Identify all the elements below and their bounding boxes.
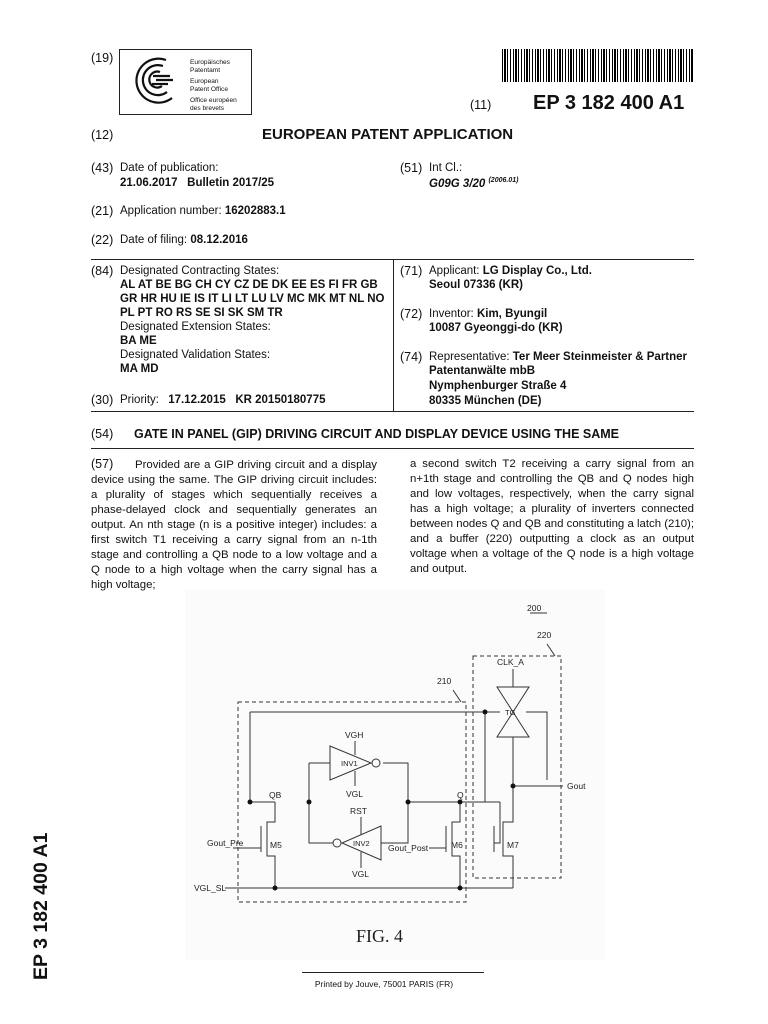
intcl-version: (2006.01) bbox=[488, 177, 519, 184]
appnum-label: Application number: bbox=[120, 205, 222, 217]
priority-value: 17.12.2015 KR 20150180775 bbox=[168, 394, 326, 406]
label-m6: M6 bbox=[451, 840, 463, 850]
office-fr-1: Office européen bbox=[190, 97, 237, 104]
label-gout: Gout bbox=[567, 781, 586, 791]
figure-caption: FIG. 4 bbox=[356, 926, 404, 946]
office-fr-2: des brevets bbox=[190, 105, 225, 112]
rep-line-4: 80335 München (DE) bbox=[429, 395, 542, 407]
abstract-column-2 bbox=[410, 457, 694, 577]
ext-label: Designated Extension States: bbox=[120, 321, 271, 333]
ref-200: 200 bbox=[527, 603, 542, 613]
label-q: Q bbox=[457, 790, 464, 800]
label-gout-post: Gout_Post bbox=[388, 843, 429, 853]
inid-57: (57) bbox=[91, 457, 114, 471]
states-line-2: GR HR HU IE IS IT LI LT LU LV MC MK MT NL NO bbox=[120, 293, 385, 305]
office-de-2: Patentamt bbox=[190, 67, 221, 74]
inid-71: (71) bbox=[400, 264, 423, 278]
priority-label: Priority: bbox=[120, 394, 159, 406]
label-rst: RST bbox=[350, 806, 367, 816]
applicant-city: Seoul 07336 (KR) bbox=[429, 279, 523, 291]
divider-column bbox=[393, 259, 394, 411]
junction-tg bbox=[483, 710, 488, 715]
abstract-column-1 bbox=[91, 457, 377, 593]
abstract-text-2: a second switch T2 receiving a carry signal from an n+1th stage and controlling the QB and Q nodes high and low voltages, respectively, when the carry signal has a high voltage; a plurality of inverters connected between nodes Q and QB and constituting a latch (210); and a buffer (220) outputting a clock as an output voltage when a voltage of the Q node is a high voltage and output. bbox=[410, 458, 694, 575]
junction-q bbox=[458, 800, 463, 805]
inid-43: (43) bbox=[91, 161, 114, 175]
appnum-value: 16202883.1 bbox=[224, 205, 286, 217]
inid-74: (74) bbox=[400, 350, 423, 364]
inid-11: (11) bbox=[470, 98, 492, 112]
junction-gout bbox=[511, 784, 516, 789]
junction-inv-left bbox=[307, 800, 312, 805]
inventor-name: Kim, Byungil bbox=[476, 308, 548, 320]
rep-label: Representative: bbox=[429, 351, 510, 363]
circuit-figure bbox=[185, 590, 605, 960]
inid-19: (19) bbox=[91, 51, 114, 65]
filing-value: 08.12.2016 bbox=[190, 234, 248, 246]
applicant-label: Applicant: bbox=[429, 265, 480, 277]
label-clk-a: CLK_A bbox=[497, 657, 524, 667]
label-vgh: VGH bbox=[345, 730, 364, 740]
label-m5: M5 bbox=[270, 840, 282, 850]
office-en-2: Patent Office bbox=[190, 86, 228, 93]
inid-84: (84) bbox=[91, 264, 114, 278]
valid-value: MA MD bbox=[120, 363, 159, 375]
label-inv1: INV1 bbox=[341, 759, 358, 768]
representative bbox=[429, 351, 687, 363]
inventor-label: Inventor: bbox=[429, 308, 474, 320]
valid-label: Designated Validation States: bbox=[120, 349, 271, 361]
intcl-code: G09G 3/20 bbox=[429, 177, 486, 190]
junction-inv-right bbox=[406, 800, 411, 805]
office-en-1: European bbox=[190, 78, 219, 85]
printer-footer: Printed by Jouve, 75001 PARIS (FR) bbox=[314, 979, 454, 989]
label-m7: M7 bbox=[507, 840, 519, 850]
barcode bbox=[502, 49, 694, 82]
abstract-text-1: Provided are a GIP driving circuit and a display device using the same. The GIP driving circuit includes: a plurality of stages which sequentially receives a phase-delayed clock and sequentially generates an output. An nth stage (n is a positive integer) includes: a first switch T1 receiving a carry signal from an n-1th stage and controlling a QB node to a low voltage and a Q node to a high voltage when the carry signal has a high voltage; bbox=[91, 459, 377, 591]
filing-date bbox=[120, 234, 248, 246]
label-inv2: INV2 bbox=[353, 839, 370, 848]
label-gout-pre: Gout_Pre bbox=[207, 838, 244, 848]
filing-label: Date of filing: bbox=[120, 234, 188, 246]
junction-m6-source bbox=[458, 886, 463, 891]
inid-12: (12) bbox=[91, 128, 114, 142]
document-type: EUROPEAN PATENT APPLICATION bbox=[262, 126, 514, 143]
inid-22: (22) bbox=[91, 233, 114, 247]
applicant bbox=[429, 265, 592, 277]
junction-qb bbox=[248, 800, 253, 805]
states-line-1: AL AT BE BG CH CY CZ DE DK EE ES FI FR GB bbox=[120, 279, 378, 291]
intcl-label: Int Cl.: bbox=[429, 162, 463, 174]
inventor-city: 10087 Gyeonggi-do (KR) bbox=[429, 322, 563, 334]
applicant-name: LG Display Co., Ltd. bbox=[482, 265, 592, 277]
label-vgl-top: VGL bbox=[346, 789, 364, 799]
label-tg: TG bbox=[505, 708, 516, 717]
figure-background bbox=[185, 590, 605, 960]
inid-54: (54) bbox=[91, 427, 114, 441]
inid-30: (30) bbox=[91, 393, 114, 407]
rep-line-3: Nymphenburger Straße 4 bbox=[429, 380, 567, 392]
ref-220: 220 bbox=[537, 630, 552, 640]
label-qb: QB bbox=[269, 790, 282, 800]
footer-rule bbox=[302, 972, 484, 973]
priority bbox=[120, 394, 326, 406]
inid-51: (51) bbox=[400, 161, 423, 175]
inventor bbox=[429, 308, 547, 320]
label-vgl-bottom: VGL bbox=[352, 869, 370, 879]
divider-bottom bbox=[91, 448, 694, 449]
intcl-value bbox=[429, 177, 518, 190]
epo-office-name bbox=[190, 59, 237, 113]
pub-date-label: Date of publication: bbox=[120, 162, 219, 174]
invention-title: GATE IN PANEL (GIP) DRIVING CIRCUIT AND DISPLAY DEVICE USING THE SAME bbox=[134, 427, 620, 441]
inid-72: (72) bbox=[400, 307, 423, 321]
side-publication-number: EP 3 182 400 A1 bbox=[30, 832, 52, 980]
states-line-3: PL PT RO RS SE SI SK SM TR bbox=[120, 307, 283, 319]
pub-date-value: 21.06.2017 Bulletin 2017/25 bbox=[120, 177, 275, 189]
publication-number: EP 3 182 400 A1 bbox=[533, 92, 685, 114]
rep-line-1: Ter Meer Steinmeister & Partner bbox=[512, 351, 688, 363]
ref-210: 210 bbox=[437, 676, 452, 686]
inid-21: (21) bbox=[91, 204, 114, 218]
ext-value: BA ME bbox=[120, 335, 157, 347]
label-vgl-sl: VGL_SL bbox=[194, 883, 227, 893]
states-label: Designated Contracting States: bbox=[120, 265, 280, 277]
junction-m5-source bbox=[273, 886, 278, 891]
rep-line-2: Patentanwälte mbB bbox=[429, 365, 536, 377]
appnum bbox=[120, 205, 286, 217]
office-de-1: Europäisches bbox=[190, 59, 230, 66]
divider-middle bbox=[91, 411, 694, 412]
